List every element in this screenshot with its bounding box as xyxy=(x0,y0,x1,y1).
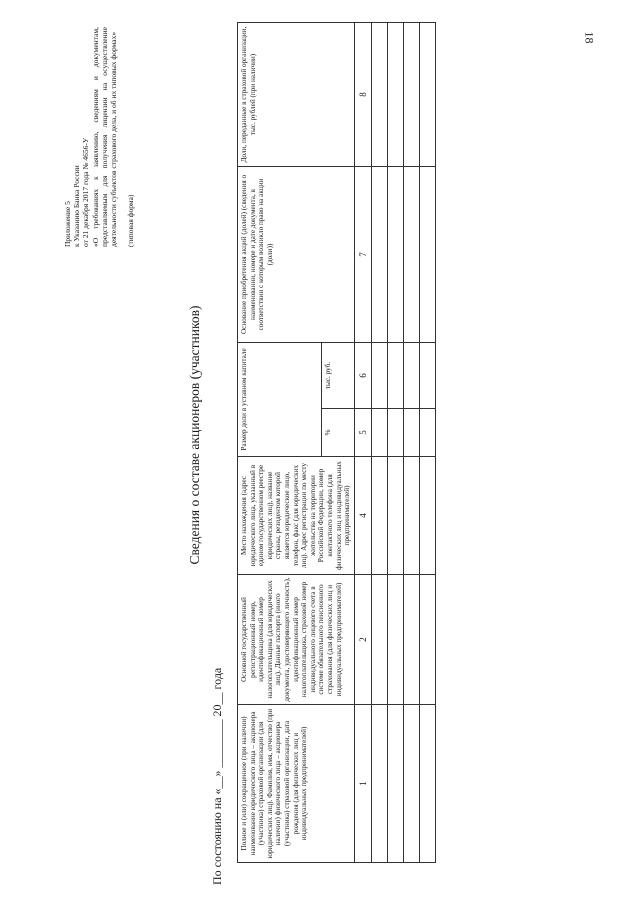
appendix-line: Приложение 5 xyxy=(63,201,72,247)
table-cell[interactable] xyxy=(419,575,435,705)
table-cell[interactable] xyxy=(403,575,419,705)
table-cell[interactable] xyxy=(371,23,387,167)
column-number-row xyxy=(354,23,371,863)
table-cell[interactable] xyxy=(419,167,435,343)
form-title: Сведения о составе акционеров (участников) xyxy=(187,305,202,565)
appendix-line: к Указанию Банка России xyxy=(72,165,82,247)
header-row xyxy=(238,23,322,863)
table-cell[interactable] xyxy=(387,167,403,343)
header-cell: Основной государственный регистрационный номер, идентификационный номер налогоплательщика (для юридических лиц). Данные паспорта (иного документа, удостоверяющего личность), идентификационный номер налогоплательщика, страховой номер индивидуального лицевого счета в системе обязательного пенсионного страхования (для физических лиц и индивидуальных предпринимателей) xyxy=(238,575,355,705)
share-percent-header: % xyxy=(321,409,354,457)
table-row xyxy=(371,23,387,863)
table-cell[interactable] xyxy=(419,705,435,863)
typical-form-label: (типовая форма) xyxy=(126,194,136,247)
page-number: 18 xyxy=(582,31,597,44)
table-cell[interactable] xyxy=(387,409,403,457)
table-cell[interactable] xyxy=(419,409,435,457)
table-cell[interactable] xyxy=(419,23,435,167)
column-number: 4 xyxy=(354,457,371,575)
column-number: 5 xyxy=(354,409,371,457)
appendix-line: «О требованиях к заявлению, сведениям и документам, представляемым для получения лицензии на осуществление деятельности субъектов страхового дела, и об их типовых формах» xyxy=(90,27,119,247)
table-cell[interactable] xyxy=(371,409,387,457)
appendix-note xyxy=(63,27,135,247)
table-cell[interactable] xyxy=(387,343,403,409)
table-cell[interactable] xyxy=(403,167,419,343)
header-cell: Место нахождения (адрес юридического лица, указанный в едином государственном реестре юридических лиц), название страны, резидентом которой является юридическое лицо, телефон, факс (для юридических лиц). Адрес регистрации по месту жительства на территории Российской Федерации, номер контактного телефона (для физических лиц и индивидуальных предпринимателей) xyxy=(238,457,355,575)
table-row xyxy=(403,23,419,863)
column-number: 8 xyxy=(354,23,371,167)
table-cell[interactable] xyxy=(387,457,403,575)
table-cell[interactable] xyxy=(403,23,419,167)
shareholders-table xyxy=(237,22,436,863)
table-cell[interactable] xyxy=(387,575,403,705)
header-cell: Размер доли в уставном капитале xyxy=(238,343,322,457)
column-number: 6 xyxy=(354,343,371,409)
table-cell[interactable] xyxy=(371,705,387,863)
table-cell[interactable] xyxy=(387,705,403,863)
table-cell[interactable] xyxy=(387,23,403,167)
table-cell[interactable] xyxy=(371,457,387,575)
table-cell[interactable] xyxy=(403,343,419,409)
table-cell[interactable] xyxy=(371,575,387,705)
as-of-date-line: По состоянию на «__» ________ 20__ года xyxy=(210,667,224,885)
header-cell: Основание приобретения акций (долей) (сведения о наименовании, номере и дате документа, в соответствии с которым возникло право на акции (доли)) xyxy=(238,167,355,343)
column-number: 7 xyxy=(354,167,371,343)
column-number: 1 xyxy=(354,705,371,863)
column-number: 2 xyxy=(354,575,371,705)
table-cell[interactable] xyxy=(419,457,435,575)
table-cell[interactable] xyxy=(403,705,419,863)
table-cell[interactable] xyxy=(403,457,419,575)
table-row xyxy=(387,23,403,863)
table-cell[interactable] xyxy=(419,343,435,409)
share-amount-header: тыс. руб. xyxy=(321,343,354,409)
appendix-line: от 21 декабря 2017 года № 4656-У xyxy=(81,137,91,247)
table-row xyxy=(419,23,435,863)
header-cell: Полное и (или) сокращенное (при наличии) наименование юридического лица – акционера (участника) страховой организации (для юридических лиц). Фамилия, имя, отчество (при наличии) физического лица – акционера (участника) страховой организации, дата рождения (для физических лиц и индивидуальных предпринимателей) xyxy=(238,705,355,863)
header-cell: Доли, переданные в страховой организации, тыс. рублей (при наличии) xyxy=(238,23,355,167)
table-cell[interactable] xyxy=(371,167,387,343)
table-cell[interactable] xyxy=(371,343,387,409)
table-cell[interactable] xyxy=(403,409,419,457)
